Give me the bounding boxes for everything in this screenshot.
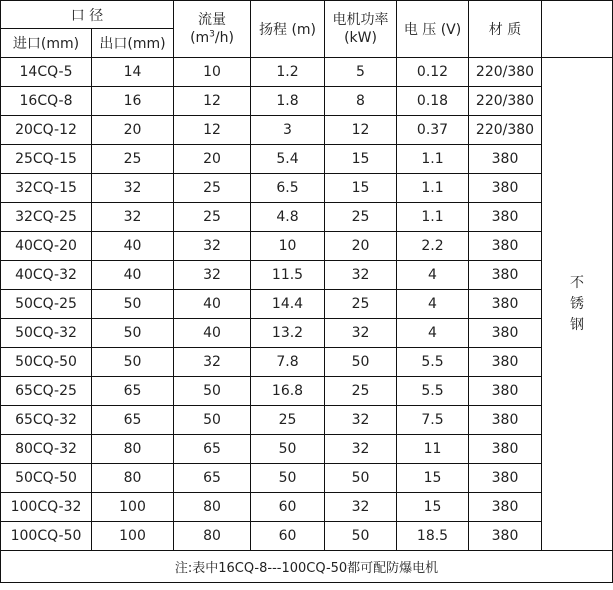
cell-material: 380 bbox=[469, 406, 542, 435]
cell-inlet: 50CQ-25 bbox=[1, 290, 92, 319]
cell-material: 220/380 bbox=[469, 116, 542, 145]
outlet-header: 出口(mm) bbox=[92, 29, 174, 58]
material-side-char: 锈 bbox=[570, 295, 585, 312]
flow-header bbox=[174, 1, 251, 58]
cell-head: 3 bbox=[251, 116, 325, 145]
cell-outlet: 50 bbox=[92, 319, 174, 348]
cell-material: 380 bbox=[469, 145, 542, 174]
cell-outlet: 50 bbox=[92, 290, 174, 319]
caliber-header: 口 径 bbox=[1, 1, 174, 29]
cell-flow: 80 bbox=[174, 493, 251, 522]
cell-head: 10 bbox=[251, 232, 325, 261]
flow-header-unit-sup: 3 bbox=[209, 29, 215, 40]
cell-flow: 40 bbox=[174, 319, 251, 348]
cell-outlet: 65 bbox=[92, 377, 174, 406]
cell-power: 15 bbox=[325, 174, 397, 203]
cell-power: 12 bbox=[325, 116, 397, 145]
cell-inlet: 50CQ-32 bbox=[1, 319, 92, 348]
inlet-header: 进口(mm) bbox=[1, 29, 92, 58]
material-side-cell bbox=[542, 58, 613, 551]
cell-voltage: 7.5 bbox=[397, 406, 469, 435]
cell-flow: 25 bbox=[174, 203, 251, 232]
cell-outlet: 16 bbox=[92, 87, 174, 116]
cell-inlet: 80CQ-32 bbox=[1, 435, 92, 464]
cell-voltage: 0.18 bbox=[397, 87, 469, 116]
cell-material: 380 bbox=[469, 377, 542, 406]
cell-head: 25 bbox=[251, 406, 325, 435]
cell-flow: 65 bbox=[174, 464, 251, 493]
cell-voltage: 1.1 bbox=[397, 203, 469, 232]
cell-voltage: 11 bbox=[397, 435, 469, 464]
cell-material: 220/380 bbox=[469, 87, 542, 116]
cell-material: 380 bbox=[469, 232, 542, 261]
table-row bbox=[1, 493, 613, 522]
table-row bbox=[1, 522, 613, 551]
cell-flow: 50 bbox=[174, 377, 251, 406]
head-header: 扬程 (m) bbox=[251, 1, 325, 58]
table-row bbox=[1, 435, 613, 464]
table-row bbox=[1, 58, 613, 87]
cell-outlet: 20 bbox=[92, 116, 174, 145]
table-row bbox=[1, 319, 613, 348]
cell-head: 50 bbox=[251, 464, 325, 493]
cell-voltage: 0.37 bbox=[397, 116, 469, 145]
table-row bbox=[1, 348, 613, 377]
table-row bbox=[1, 145, 613, 174]
cell-inlet: 65CQ-25 bbox=[1, 377, 92, 406]
cell-inlet: 20CQ-12 bbox=[1, 116, 92, 145]
cell-flow: 32 bbox=[174, 348, 251, 377]
cell-head: 60 bbox=[251, 493, 325, 522]
cell-power: 15 bbox=[325, 145, 397, 174]
cell-inlet: 50CQ-50 bbox=[1, 464, 92, 493]
cell-voltage: 2.2 bbox=[397, 232, 469, 261]
voltage-header: 电 压 (V) bbox=[397, 1, 469, 58]
cell-power: 50 bbox=[325, 522, 397, 551]
cell-voltage: 1.1 bbox=[397, 145, 469, 174]
cell-power: 32 bbox=[325, 493, 397, 522]
cell-outlet: 100 bbox=[92, 493, 174, 522]
material-header: 材 质 bbox=[469, 1, 542, 58]
table-row bbox=[1, 87, 613, 116]
cell-power: 32 bbox=[325, 435, 397, 464]
cell-head: 5.4 bbox=[251, 145, 325, 174]
cell-head: 1.8 bbox=[251, 87, 325, 116]
cell-inlet: 32CQ-25 bbox=[1, 203, 92, 232]
flow-header-unit-pre: (m bbox=[190, 30, 210, 46]
material-side-char: 钢 bbox=[570, 316, 585, 333]
cell-flow: 12 bbox=[174, 116, 251, 145]
cell-voltage: 15 bbox=[397, 493, 469, 522]
cell-head: 60 bbox=[251, 522, 325, 551]
cell-head: 11.5 bbox=[251, 261, 325, 290]
cell-power: 50 bbox=[325, 464, 397, 493]
cell-material: 380 bbox=[469, 348, 542, 377]
cell-outlet: 14 bbox=[92, 58, 174, 87]
flow-header-label: 流量 bbox=[198, 12, 227, 28]
cell-flow: 40 bbox=[174, 290, 251, 319]
power-header bbox=[325, 1, 397, 58]
cell-flow: 50 bbox=[174, 406, 251, 435]
table-note: 注:表中16CQ-8---100CQ-50都可配防爆电机 bbox=[1, 551, 613, 583]
table-row bbox=[1, 174, 613, 203]
table-row bbox=[1, 290, 613, 319]
cell-power: 32 bbox=[325, 261, 397, 290]
cell-outlet: 100 bbox=[92, 522, 174, 551]
cell-material: 380 bbox=[469, 435, 542, 464]
cell-head: 16.8 bbox=[251, 377, 325, 406]
cell-flow: 32 bbox=[174, 261, 251, 290]
cell-material: 220/380 bbox=[469, 58, 542, 87]
cell-material: 380 bbox=[469, 174, 542, 203]
cell-power: 5 bbox=[325, 58, 397, 87]
cell-inlet: 100CQ-32 bbox=[1, 493, 92, 522]
table-row bbox=[1, 116, 613, 145]
cell-inlet: 65CQ-32 bbox=[1, 406, 92, 435]
cell-voltage: 5.5 bbox=[397, 348, 469, 377]
cell-inlet: 14CQ-5 bbox=[1, 58, 92, 87]
table-row bbox=[1, 377, 613, 406]
cell-power: 32 bbox=[325, 319, 397, 348]
cell-power: 20 bbox=[325, 232, 397, 261]
cell-head: 7.8 bbox=[251, 348, 325, 377]
cell-flow: 25 bbox=[174, 174, 251, 203]
cell-power: 25 bbox=[325, 290, 397, 319]
cell-outlet: 25 bbox=[92, 145, 174, 174]
cell-voltage: 18.5 bbox=[397, 522, 469, 551]
cell-inlet: 50CQ-50 bbox=[1, 348, 92, 377]
cell-outlet: 32 bbox=[92, 203, 174, 232]
cell-flow: 20 bbox=[174, 145, 251, 174]
cell-flow: 32 bbox=[174, 232, 251, 261]
cell-outlet: 80 bbox=[92, 435, 174, 464]
cell-head: 1.2 bbox=[251, 58, 325, 87]
cell-inlet: 40CQ-32 bbox=[1, 261, 92, 290]
cell-power: 25 bbox=[325, 377, 397, 406]
cell-voltage: 4 bbox=[397, 319, 469, 348]
cell-flow: 65 bbox=[174, 435, 251, 464]
cell-outlet: 65 bbox=[92, 406, 174, 435]
table-row bbox=[1, 203, 613, 232]
cell-head: 14.4 bbox=[251, 290, 325, 319]
cell-power: 50 bbox=[325, 348, 397, 377]
cell-voltage: 4 bbox=[397, 290, 469, 319]
cell-flow: 80 bbox=[174, 522, 251, 551]
cell-inlet: 40CQ-20 bbox=[1, 232, 92, 261]
cell-outlet: 32 bbox=[92, 174, 174, 203]
table-row bbox=[1, 464, 613, 493]
cell-voltage: 15 bbox=[397, 464, 469, 493]
cell-material: 380 bbox=[469, 261, 542, 290]
cell-inlet: 25CQ-15 bbox=[1, 145, 92, 174]
cell-inlet: 16CQ-8 bbox=[1, 87, 92, 116]
cell-inlet: 100CQ-50 bbox=[1, 522, 92, 551]
cell-power: 25 bbox=[325, 203, 397, 232]
table-row bbox=[1, 406, 613, 435]
cell-flow: 12 bbox=[174, 87, 251, 116]
cell-head: 4.8 bbox=[251, 203, 325, 232]
cell-material: 380 bbox=[469, 522, 542, 551]
table-row bbox=[1, 261, 613, 290]
cell-outlet: 40 bbox=[92, 232, 174, 261]
cell-voltage: 4 bbox=[397, 261, 469, 290]
cell-voltage: 5.5 bbox=[397, 377, 469, 406]
cell-outlet: 80 bbox=[92, 464, 174, 493]
power-header-label: 电机功率 bbox=[332, 12, 389, 28]
cell-head: 6.5 bbox=[251, 174, 325, 203]
power-header-unit: (kW) bbox=[344, 30, 377, 46]
material-side-char: 不 bbox=[570, 274, 585, 291]
table-row bbox=[1, 232, 613, 261]
cell-voltage: 1.1 bbox=[397, 174, 469, 203]
note-row bbox=[1, 551, 613, 583]
cell-material: 380 bbox=[469, 319, 542, 348]
cell-power: 32 bbox=[325, 406, 397, 435]
cell-outlet: 50 bbox=[92, 348, 174, 377]
blank-header bbox=[542, 1, 613, 58]
cell-material: 380 bbox=[469, 290, 542, 319]
cell-material: 380 bbox=[469, 203, 542, 232]
cell-inlet: 32CQ-15 bbox=[1, 174, 92, 203]
cell-voltage: 0.12 bbox=[397, 58, 469, 87]
cell-power: 8 bbox=[325, 87, 397, 116]
flow-header-unit-post: /h) bbox=[214, 30, 234, 46]
cell-head: 13.2 bbox=[251, 319, 325, 348]
cell-material: 380 bbox=[469, 493, 542, 522]
cell-material: 380 bbox=[469, 464, 542, 493]
cell-head: 50 bbox=[251, 435, 325, 464]
cell-outlet: 40 bbox=[92, 261, 174, 290]
cell-flow: 10 bbox=[174, 58, 251, 87]
